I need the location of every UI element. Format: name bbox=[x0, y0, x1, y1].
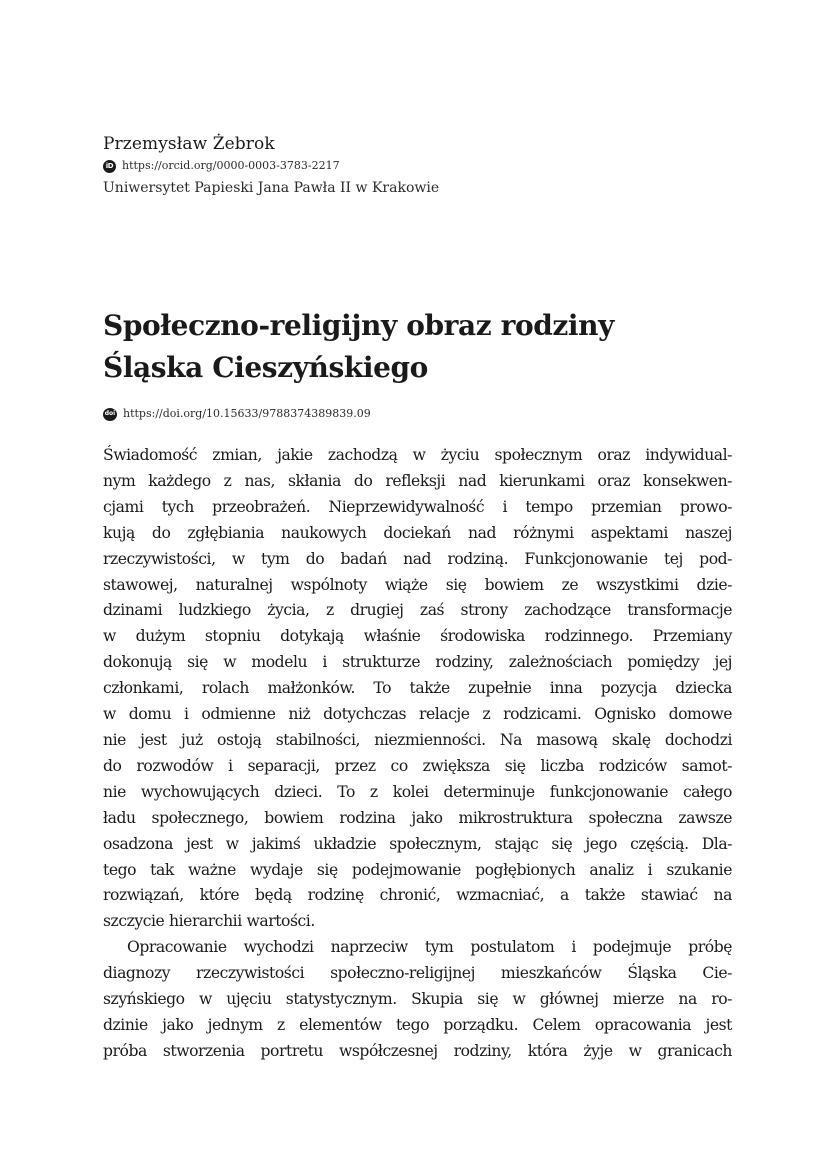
body-text-line: próba stworzenia portretu współczesnej rodziny, która żyje w granicach bbox=[103, 1041, 732, 1060]
body-text-line: dzinami ludzkiego życia, z drugiej zaś strony zachodzące transformacje bbox=[103, 601, 732, 620]
body-text-line: dokonują się w modelu i strukturze rodziny, zależnościach pomiędzy jej bbox=[103, 653, 732, 672]
body-text-line: Opracowanie wychodzi naprzeciw tym postulatom i podejmuje próbę bbox=[127, 938, 732, 957]
body-text-line: członkami, rolach małżonków. To także zupełnie inna pozycja dziecka bbox=[103, 679, 732, 698]
article-title-line: Społeczno-religijny obraz rodziny bbox=[103, 309, 614, 342]
body-text-line: nie jest już ostoją stabilności, niezmienności. Na masową skalę dochodzi bbox=[103, 730, 732, 749]
orcid-row[interactable] bbox=[103, 159, 439, 173]
body-text-line: rozwiązań, które będą rodzinę chronić, wzmacniać, a także stawiać na bbox=[103, 886, 732, 905]
article-title-line: Śląska Cieszyńskiego bbox=[103, 351, 428, 384]
body-text-line: diagnozy rzeczywistości społeczno-religijnej mieszkańców Śląska Cie- bbox=[103, 964, 732, 983]
body-text-line: w domu i odmienne niż dotychczas relacje z rodzicami. Ognisko domowe bbox=[103, 705, 732, 724]
author-name: Przemysław Żebrok bbox=[103, 134, 275, 154]
body-text-line: cjami tych przeobrażeń. Nieprzewidywalność i tempo przemian prowo- bbox=[103, 497, 732, 516]
article-body bbox=[103, 443, 732, 1065]
body-text-line: rzeczywistości, w tym do badań nad rodziną. Funkcjonowanie tej pod- bbox=[103, 549, 732, 568]
author-block bbox=[103, 134, 439, 197]
body-text-line: Świadomość zmian, jakie zachodzą w życiu społecznym oraz indywidual- bbox=[103, 446, 732, 464]
body-text-line: do rozwodów i separacji, przez co zwiększa się liczba rodziców samot- bbox=[103, 756, 732, 775]
orcid-icon: iD bbox=[103, 160, 116, 173]
doi-link[interactable]: https://doi.org/10.15633/9788374389839.09 bbox=[123, 407, 371, 420]
body-text-line: dzinie jako jednym z elementów tego porządku. Celem opracowania jest bbox=[103, 1015, 732, 1034]
body-text-line: szyńskiego w ujęciu statystycznym. Skupia się w głównej mierze na ro- bbox=[103, 990, 732, 1009]
doi-row[interactable] bbox=[103, 407, 371, 421]
body-text-line: nie wychowujących dzieci. To z kolei determinuje funkcjonowanie całego bbox=[103, 782, 732, 801]
body-text-line: ładu społecznego, bowiem rodzina jako mikrostruktura społeczna zawsze bbox=[103, 808, 732, 827]
body-text-line: osadzona jest w jakimś układzie społecznym, stając się jego częścią. Dla- bbox=[103, 834, 732, 853]
orcid-link[interactable]: https://orcid.org/0000-0003-3783-2217 bbox=[122, 159, 340, 172]
body-paragraph bbox=[103, 443, 732, 935]
body-text-line: tego tak ważne wydaje się podejmowanie pogłębionych analiz i szukanie bbox=[103, 860, 732, 879]
body-text-line: szczycie hierarchii wartości. bbox=[103, 912, 315, 931]
body-text-line: nym każdego z nas, skłania do refleksji nad kierunkami oraz konsekwen- bbox=[103, 471, 732, 490]
body-text-line: kują do zgłębiania naukowych dociekań nad różnymi aspektami naszej bbox=[103, 523, 732, 542]
body-paragraph bbox=[103, 935, 732, 1065]
body-text-line: w dużym stopniu dotykają właśnie środowiska rodzinnego. Przemiany bbox=[103, 627, 732, 646]
body-text-line: stawowej, naturalnej wspólnoty wiąże się bowiem ze wszystkimi dzie- bbox=[103, 575, 732, 594]
author-affiliation: Uniwersytet Papieski Jana Pawła II w Krakowie bbox=[103, 180, 440, 196]
doi-icon: doi bbox=[103, 408, 117, 421]
article-title bbox=[103, 305, 743, 389]
